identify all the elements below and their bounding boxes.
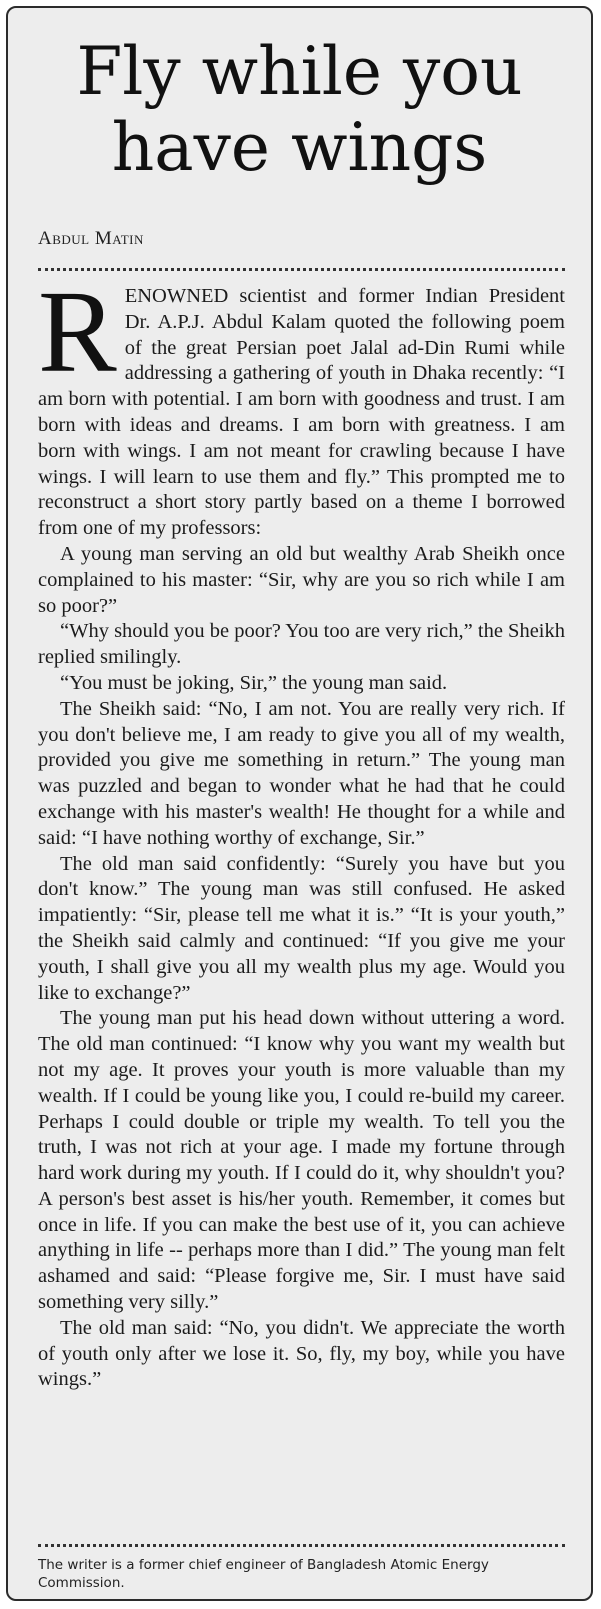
article-title (18, 34, 581, 186)
title-line-1: Fly while you (76, 33, 523, 110)
article-body (38, 266, 565, 1393)
paragraph-1-text: ENOWNED scientist and former Indian President Dr. A.P.J. Abdul Kalam quoted the following poem of the great Persian poet Jalal ad-Din Rumi while addressing a gathering of youth in Dhaka recently: “I am born with potential. I am born with goodness and trust. I am born with ideas and dreams. I am born with greatness. I am born with wings. I am not meant for crawling because I have wings. I will learn to use them and fly.” This prompted me to reconstruct a short story partly based on a theme I borrowed from one of my professors: (38, 285, 565, 540)
paragraph-5: The Sheikh said: “No, I am not. You are really very rich. If you don't believe me, I am ready to give you all of my wealth, provided you give me something in return.” The young man was puzzled and began to wonder what he had that he could exchange with his master's wealth! He thought for a while and said: “I have nothing worthy of exchange, Sir.” (38, 697, 565, 849)
paragraph-1 (38, 266, 565, 542)
dotted-divider-bottom (38, 1544, 565, 1547)
title-line-2: have wings (111, 109, 488, 186)
dotted-divider-top (38, 268, 565, 271)
paragraph-6: The old man said confidently: “Surely you have but you don't know.” The young man was still confused. He asked impatiently: “Sir, please tell me what it is.” “It is your youth,” the Sheikh said calmly and continued: “If you give me your youth, I shall give you all my wealth plus my age. Would you like to exchange?” (38, 852, 565, 1004)
author-byline: Abdul Matin (38, 228, 144, 249)
paragraph-7: The young man put his head down without uttering a word. The old man continued: “I know why you want my wealth but not my age. It proves your youth is more valuable than my wealth. If I could be young like you, I could re-build my career. Perhaps I could double or triple my wealth. To tell you the truth, I was not rich at your age. I made my fortune through hard work during my youth. If I could do it, why shouldn't you? A person's best asset is his/her youth. Remember, it comes but once in life. If you can make the best use of it, you can achieve anything in life -- perhaps more than I did.” The young man felt ashamed and said: “Please forgive me, Sir. I must have said something very silly.” (38, 1007, 565, 1314)
paragraph-3: “Why should you be poor? You too are very rich,” the Sheikh replied smilingly. (38, 620, 565, 669)
paragraph-2: A young man serving an old but wealthy Arab Sheikh once complained to his master: “Sir, why are you so rich while I am so poor?” (38, 542, 565, 617)
drop-cap: R (38, 266, 117, 397)
paragraph-4: “You must be joking, Sir,” the young man said. (60, 671, 448, 694)
author-note: The writer is a former chief engineer of Bangladesh Atomic Energy Commission. (38, 1557, 489, 1591)
article-card (6, 6, 593, 1601)
paragraph-8: The old man said: “No, you didn't. We appreciate the worth of youth only after we lose it. So, fly, my boy, while you have wings.” (38, 1316, 565, 1391)
